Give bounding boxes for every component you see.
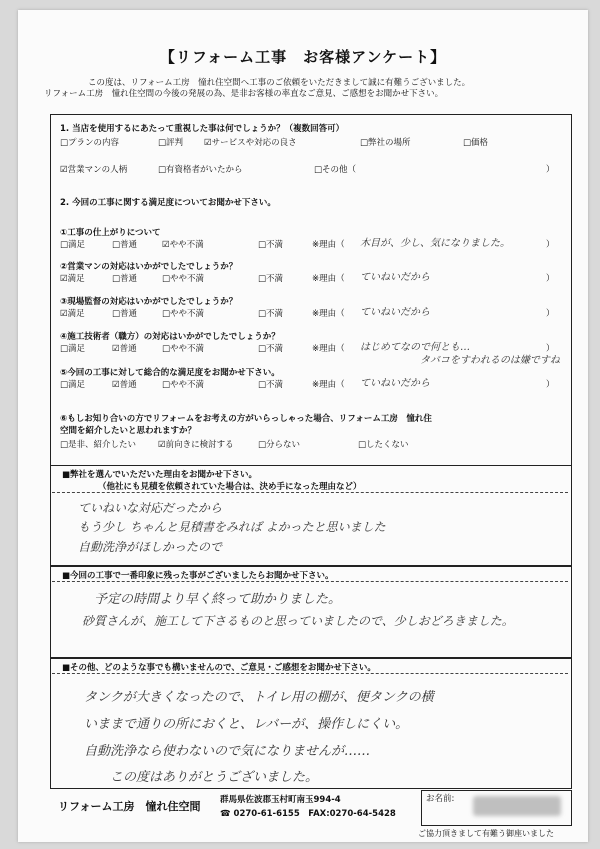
redacted-name bbox=[473, 796, 561, 816]
q6-opt-no[interactable]: □したくない bbox=[358, 440, 409, 450]
q2-overall-label: ⑤今回の工事に対して総合的な満足度をお聞かせ下さい。 bbox=[60, 368, 280, 378]
reason-line-1: ていねいな対応だったから bbox=[78, 501, 223, 515]
q2-sales-label: ②営業マンの対応はいかがでしたでしょうか？ bbox=[60, 262, 238, 272]
q1-opt-qualified[interactable]: □有資格者がいたから bbox=[158, 165, 243, 175]
reason-header-2: （他社にも見積を依頼されていた場合は、決め手になった理由など） bbox=[98, 482, 362, 492]
q2-overall-reason-close: ） bbox=[546, 380, 555, 390]
q1-opt-other[interactable]: □その他（ bbox=[314, 165, 357, 175]
q2-finish-opt-1[interactable]: □普通 bbox=[112, 240, 138, 250]
q1-opt-plan[interactable]: □プランの内容 bbox=[60, 138, 120, 148]
q2-technician-opt-4: ※理由（ bbox=[312, 344, 345, 354]
q2-sales-reason-close: ） bbox=[546, 274, 555, 284]
q6-opt-consider[interactable]: ☑前向きに検討する bbox=[158, 440, 234, 450]
impression-line-1: 予定の時間より早く終って助かりました。 bbox=[94, 592, 342, 607]
q6-opt-yes[interactable]: □是非、紹介したい bbox=[60, 440, 137, 450]
reason-divider bbox=[52, 492, 568, 493]
q2-supervisor-reason-0: ていねいだから bbox=[360, 307, 430, 318]
q2-supervisor-opt-1[interactable]: □普通 bbox=[112, 309, 138, 319]
q2-technician-label: ④施工技術者（職方）の対応はいかがでしたでしょうか？ bbox=[60, 332, 280, 342]
footer-company: リフォーム工房 憧れ住空間 bbox=[58, 800, 201, 813]
q6-label-1: ⑥もしお知り合いの方でリフォームをお考えの方がいらっしゃった場合、リフォーム工房 憧れ住 bbox=[60, 414, 432, 424]
q2-sales-opt-1[interactable]: □普通 bbox=[112, 274, 138, 284]
survey-sheet bbox=[18, 10, 588, 842]
comments-divider bbox=[52, 673, 568, 674]
q2-finish-reason-close: ） bbox=[546, 240, 555, 250]
q2-finish-opt-2[interactable]: ☑やや不満 bbox=[162, 240, 204, 250]
q2-technician-opt-1[interactable]: ☑普通 bbox=[112, 344, 137, 354]
comments-line-2: いままで通りの所におくと、レバーが、操作しにくい。 bbox=[84, 717, 409, 732]
q2-supervisor-opt-0[interactable]: ☑満足 bbox=[60, 309, 85, 319]
impression-line-2: 砂質さんが、施工して下さるものと思っていましたので、少しおどろきました。 bbox=[82, 614, 514, 628]
q2-technician-reason-0: はじめてなので何とも… bbox=[360, 342, 470, 353]
q2-supervisor-reason-close: ） bbox=[546, 309, 555, 319]
q2-sales-reason-0: ていねいだから bbox=[360, 272, 430, 283]
q2-sales-opt-3[interactable]: □不満 bbox=[258, 274, 284, 284]
q2-overall-opt-4: ※理由（ bbox=[312, 380, 345, 390]
q1-opt-price[interactable]: □価格 bbox=[463, 138, 489, 148]
intro-text: この度は、リフォーム工房 憧れ住空間へ工事のご依頼をいただきまして誠に有難うございました。 リフォーム工房 憧れ住空間の今後の発展の為、是非お客様の率直なご意見、ご感想をお聞かせ下さい。 bbox=[44, 78, 471, 99]
reason-line-3: 自動洗浄がほしかったので bbox=[78, 540, 223, 554]
reason-header-1: ■弊社を選んでいただいた理由をお聞かせ下さい。 bbox=[62, 470, 258, 480]
page-title: 【リフォーム工事 お客様アンケート】 bbox=[159, 48, 447, 66]
q2-overall-opt-0[interactable]: □満足 bbox=[60, 380, 86, 390]
q2-overall-opt-3[interactable]: □不満 bbox=[258, 380, 284, 390]
q2-finish-opt-4: ※理由（ bbox=[312, 240, 345, 250]
q2-supervisor-label: ③現場監督の対応はいかがでしたでしょうか？ bbox=[60, 297, 238, 307]
q2-finish-opt-3[interactable]: □不満 bbox=[258, 240, 284, 250]
footer-phone: ☎ 0270-61-6155 FAX:0270-64-5428 bbox=[220, 809, 396, 819]
comments-line-3: 自動洗浄なら使わないので気になりませんが…… bbox=[84, 744, 371, 759]
q2-sales-opt-0[interactable]: ☑満足 bbox=[60, 274, 85, 284]
q2-overall-reason-0: ていねいだから bbox=[360, 378, 430, 389]
q2-sales-opt-2[interactable]: □やや不満 bbox=[162, 274, 205, 284]
q1-opt-salesperson[interactable]: ☑営業マンの人柄 bbox=[60, 165, 128, 175]
q2-overall-opt-1[interactable]: ☑普通 bbox=[112, 380, 137, 390]
impression-divider bbox=[52, 581, 568, 582]
footer-address: 群馬県佐波郡玉村町南玉994-4 bbox=[220, 795, 341, 805]
q2-technician-opt-2[interactable]: □やや不満 bbox=[162, 344, 205, 354]
q2-technician-reason-close: ） bbox=[546, 344, 555, 354]
name-label: お名前: bbox=[426, 794, 455, 804]
q2-label: 2. 今回の工事に関する満足度についてお聞かせ下さい。 bbox=[60, 198, 276, 208]
q2-supervisor-opt-2[interactable]: □やや不満 bbox=[162, 309, 205, 319]
q6-opt-unsure[interactable]: □分らない bbox=[258, 440, 301, 450]
comments-line-1: タンクが大きくなったので、トイレ用の棚が、便タンクの横 bbox=[84, 690, 434, 705]
q2-technician-opt-0[interactable]: □満足 bbox=[60, 344, 86, 354]
q1-opt-service[interactable]: ☑サービスや対応の良さ bbox=[204, 138, 297, 148]
q2-supervisor-opt-4: ※理由（ bbox=[312, 309, 345, 319]
q2-supervisor-opt-3[interactable]: □不満 bbox=[258, 309, 284, 319]
q1-opt-reputation[interactable]: □評判 bbox=[158, 138, 184, 148]
q2-finish-label: ①工事の仕上がりについて bbox=[60, 228, 161, 238]
q2-technician-reason-1: タバコをすわれるのは嫌ですね bbox=[420, 355, 560, 366]
impression-header: ■今回の工事で一番印象に残った事がございましたらお聞かせ下さい。 bbox=[62, 571, 334, 581]
q2-overall-opt-2[interactable]: □やや不満 bbox=[162, 380, 205, 390]
comments-line-4: この度はありがとうございました。 bbox=[110, 770, 319, 785]
footer-thanks: ご協力頂きまして有難う御座いました bbox=[418, 829, 554, 838]
q6-label-2: 空間を紹介したいと思われますか？ bbox=[60, 426, 197, 436]
comments-header: ■その他、どのような事でも構いませんので、ご意見・ご感想をお聞かせ下さい。 bbox=[62, 663, 376, 673]
q2-technician-opt-3[interactable]: □不満 bbox=[258, 344, 284, 354]
q1-opt-location[interactable]: □弊社の場所 bbox=[360, 138, 411, 148]
q2-finish-opt-0[interactable]: □満足 bbox=[60, 240, 86, 250]
q1-label: 1. 当店を使用するにあたって重視した事は何でしょうか？（複数回答可） bbox=[60, 124, 345, 134]
reason-line-2: もう少し ちゃんと見積書をみれば よかったと思いました bbox=[78, 520, 386, 534]
q2-finish-reason-0: 木目が、少し、気になりました。 bbox=[360, 238, 510, 249]
q2-sales-opt-4: ※理由（ bbox=[312, 274, 345, 284]
q1-other-close: ） bbox=[546, 165, 555, 175]
